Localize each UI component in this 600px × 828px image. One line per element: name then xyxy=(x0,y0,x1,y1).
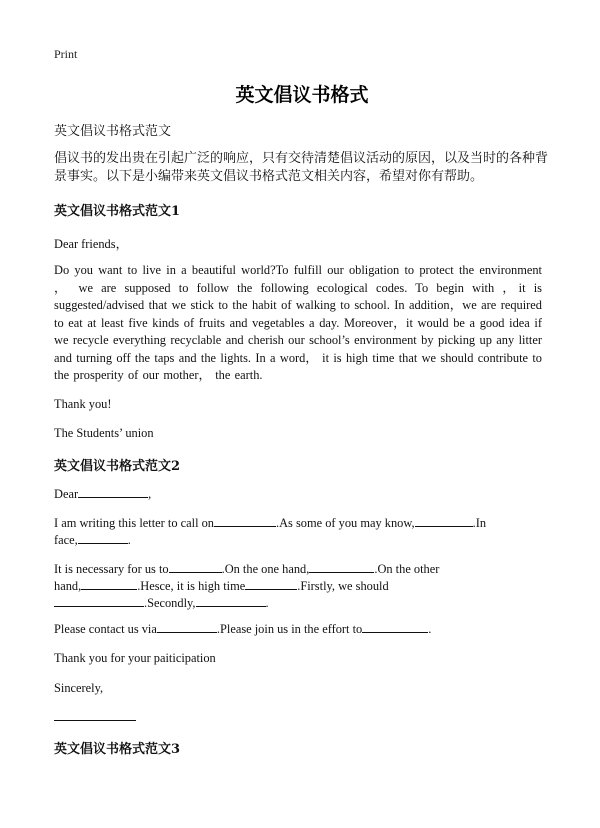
text: . xyxy=(265,596,269,610)
sample2-paragraph1-line1 xyxy=(54,516,486,531)
sample2-paragraph2-line3 xyxy=(54,596,269,611)
sample2-paragraph2-line1 xyxy=(54,562,439,577)
signature-line xyxy=(54,720,136,721)
fill-blank xyxy=(54,596,144,607)
sample1-signature: The Students’ union xyxy=(54,426,154,440)
fill-blank xyxy=(309,562,374,573)
sample1-body: Do you want to live in a beautiful world?To fulfill our obligation to protect the environment ， we are supposed to follow the following ecological codes. To begin with ，it is suggested/advised that we stick to the habit of walking to school. In addition，we are required to eat at least five kinds of fruits and vegetables a day. Moreover，it would be a good idea if we recycle everything recyclable and cherish our school’s environment by picking up any litter and turning off the taps and the lights. In a word， it is high time that we should contribute to the prosperity of our mother， the earth. xyxy=(54,263,542,382)
text: .On the other xyxy=(374,562,440,576)
text: It is necessary for us to xyxy=(54,562,169,576)
sample1-thanks: Thank you! xyxy=(54,397,112,411)
sample2-paragraph2-line2 xyxy=(54,579,389,594)
fill-blank xyxy=(196,596,266,607)
fill-blank xyxy=(169,562,222,573)
sample1-heading: 英文倡议书格式范文1 xyxy=(54,204,181,219)
document-subtitle: 英文倡议书格式范文 xyxy=(54,124,172,139)
fill-blank xyxy=(157,622,217,633)
sample2-paragraph1-line2 xyxy=(54,533,131,548)
sample2-thanks: Thank you for your paiticipation xyxy=(54,651,216,665)
print-link[interactable]: Print xyxy=(54,47,78,61)
fill-blank xyxy=(78,487,148,498)
sample2-paragraph3 xyxy=(54,622,431,637)
text: face, xyxy=(54,533,78,547)
text: .In xyxy=(472,516,487,530)
greeting-text: Dear xyxy=(54,487,79,501)
text: hand, xyxy=(54,579,82,593)
text: .Please join us in the effort to xyxy=(216,622,363,636)
fill-blank xyxy=(245,579,297,590)
text: .As some of you may know, xyxy=(276,516,415,530)
text: .Firstly, we should xyxy=(297,579,389,593)
fill-blank xyxy=(78,533,128,544)
sample3-heading: 英文倡议书格式范文3 xyxy=(54,742,181,757)
text: .Hesce, it is high time xyxy=(137,579,246,593)
greeting-comma: , xyxy=(148,487,152,501)
text: .Secondly, xyxy=(144,596,196,610)
fill-blank xyxy=(214,516,276,527)
text: . xyxy=(127,533,131,547)
text: Please contact us via xyxy=(54,622,157,636)
fill-blank xyxy=(81,579,137,590)
text: I am writing this letter to call on xyxy=(54,516,215,530)
sample1-greeting: Dear friends， xyxy=(54,237,128,251)
sample2-heading: 英文倡议书格式范文2 xyxy=(54,459,181,474)
page-title: 英文倡议书格式 xyxy=(235,84,369,106)
text: .On the one hand, xyxy=(221,562,310,576)
sample2-greeting xyxy=(54,487,151,502)
text: . xyxy=(428,622,432,636)
sample2-closing: Sincerely, xyxy=(54,681,104,695)
fill-blank xyxy=(415,516,473,527)
fill-blank xyxy=(362,622,428,633)
intro-paragraph: 倡议书的发出贵在引起广泛的响应，只有交待清楚倡议活动的原因，以及当时的各种背景事实。以下是小编带来英文倡议书格式范文相关内容，希望对你有帮助。 xyxy=(54,151,549,184)
